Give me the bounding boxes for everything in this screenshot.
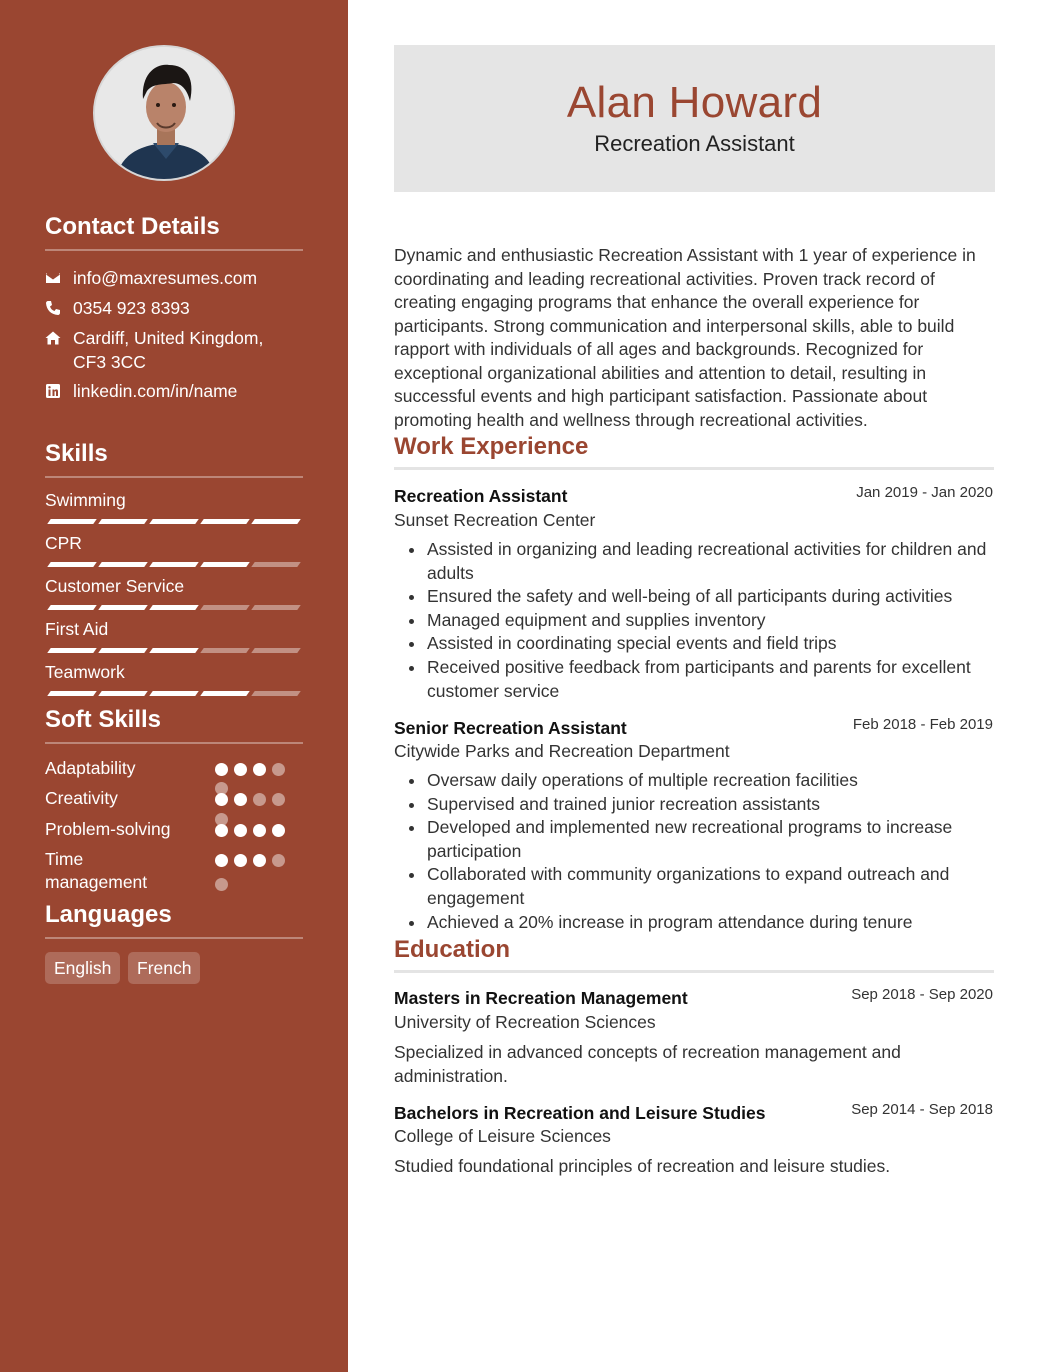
skill-name: CPR	[45, 533, 82, 553]
soft-skill-name: Creativity	[45, 788, 118, 808]
job-title: Recreation Assistant	[394, 486, 568, 506]
rating-dot	[215, 782, 228, 795]
bullet-item: Managed equipment and supplies inventory	[394, 609, 994, 633]
skill-level-segment	[251, 691, 301, 696]
rating-dot	[272, 763, 285, 776]
skill-level-segment	[47, 519, 97, 524]
bullet-item: Oversaw daily operations of multiple recreation facilities	[394, 769, 994, 793]
rating-dot	[253, 854, 266, 867]
skill-level-segment	[47, 648, 97, 653]
skill-name: Swimming	[45, 490, 126, 510]
rating-dot	[234, 763, 247, 776]
address-line2: CF3 3CC	[73, 352, 146, 372]
languages-section	[45, 901, 303, 1002]
soft-skill-rating	[215, 793, 285, 806]
education-title: Education	[394, 936, 994, 973]
contact-email[interactable]	[45, 266, 257, 290]
bullet-item: Received positive feedback from participants and parents for excellent customer service	[394, 656, 994, 703]
job-dates: Feb 2018 - Feb 2019	[852, 716, 993, 733]
job-title: Senior Recreation Assistant	[394, 718, 627, 738]
person-photo-icon	[95, 47, 235, 181]
skill-level-segment	[149, 648, 199, 653]
language-tag-english: English	[45, 952, 120, 984]
skill-level-segment	[200, 519, 250, 524]
skill-level-segment	[200, 562, 250, 567]
languages-title: Languages	[45, 901, 303, 939]
skill-level-segment	[47, 605, 97, 610]
rating-dot	[215, 854, 228, 867]
skill-level-segment	[149, 519, 199, 524]
skill-name: Customer Service	[45, 576, 185, 596]
soft-skill-rating	[215, 854, 285, 867]
skill-level-segment	[98, 605, 148, 610]
job-bullets	[394, 538, 994, 703]
rating-dot	[272, 793, 285, 806]
email-text: info@maxresumes.com	[73, 268, 258, 288]
skill-level-segment	[47, 562, 97, 567]
rating-dot	[272, 854, 285, 867]
skill-level-segment	[251, 562, 301, 567]
rating-dot	[253, 793, 266, 806]
bullet-item: Developed and implemented new recreational programs to increase participation	[394, 816, 994, 863]
skill-level-bar	[49, 648, 299, 653]
skill-level-segment	[98, 519, 148, 524]
rating-dot	[272, 824, 285, 837]
soft-skill-name: Time management	[45, 849, 148, 892]
skill-level-segment	[200, 648, 250, 653]
bullet-item: Assisted in coordinating special events and field trips	[394, 632, 994, 656]
contact-linkedin[interactable]	[45, 379, 237, 403]
bullet-item: Supervised and trained junior recreation assistants	[394, 793, 994, 817]
contact-address	[45, 326, 263, 374]
phone-icon	[45, 296, 73, 320]
rating-dot	[215, 878, 228, 891]
rating-dot	[234, 824, 247, 837]
contact-phone[interactable]	[45, 296, 190, 320]
bullet-item: Ensured the safety and well-being of all participants during activities	[394, 585, 994, 609]
school-name: College of Leisure Sciences	[394, 1126, 611, 1146]
soft-skills-title: Soft Skills	[45, 706, 303, 744]
avatar	[93, 45, 235, 181]
linkedin-icon	[45, 379, 73, 403]
home-icon	[45, 326, 73, 350]
soft-skill-name: Problem-solving	[45, 819, 171, 839]
skill-level-segment	[251, 605, 301, 610]
candidate-role: Recreation Assistant	[594, 131, 795, 156]
header	[394, 45, 995, 192]
sidebar	[0, 0, 348, 1372]
skill-level-segment	[251, 648, 301, 653]
rating-dot	[234, 793, 247, 806]
degree-description: Studied foundational principles of recreation and leisure studies.	[394, 1156, 891, 1176]
skill-level-bar	[49, 605, 299, 610]
phone-text: 0354 923 8393	[73, 298, 190, 318]
skill-level-segment	[98, 648, 148, 653]
work-experience-title: Work Experience	[394, 433, 994, 470]
rating-dot	[234, 854, 247, 867]
soft-skills-section	[45, 706, 303, 894]
soft-skill-rating	[215, 824, 285, 837]
rating-dot	[253, 763, 266, 776]
job-org: Sunset Recreation Center	[394, 510, 596, 530]
degree-title: Bachelors in Recreation and Leisure Studies	[394, 1103, 766, 1123]
degree-title: Masters in Recreation Management	[394, 988, 688, 1008]
rating-dot	[253, 824, 266, 837]
candidate-name: Alan Howard	[566, 78, 823, 127]
skill-level-segment	[149, 605, 199, 610]
skills-title: Skills	[45, 440, 303, 478]
skill-level-bar	[49, 519, 299, 524]
rating-dot	[215, 763, 228, 776]
soft-skill-name: Adaptability	[45, 758, 136, 778]
job-dates: Jan 2019 - Jan 2020	[856, 484, 993, 501]
job-bullets	[394, 769, 994, 934]
skill-name: First Aid	[45, 619, 109, 639]
soft-skill-rating	[215, 763, 285, 776]
skill-name: Teamwork	[45, 662, 125, 682]
skill-level-segment	[149, 691, 199, 696]
bullet-item: Collaborated with community organizations to expand outreach and engagement	[394, 863, 994, 910]
degree-dates: Sep 2018 - Sep 2020	[851, 986, 993, 1003]
contact-title: Contact Details	[45, 213, 303, 251]
school-name: University of Recreation Sciences	[394, 1012, 656, 1032]
skill-level-bar	[49, 562, 299, 567]
bullet-item: Assisted in organizing and leading recreational activities for children and adults	[394, 538, 994, 585]
degree-dates: Sep 2014 - Sep 2018	[851, 1101, 993, 1118]
skill-level-segment	[149, 562, 199, 567]
skills-section	[45, 440, 303, 708]
skill-level-segment	[98, 691, 148, 696]
skill-level-segment	[200, 691, 250, 696]
address-line1: Cardiff, United Kingdom,	[73, 328, 264, 348]
skill-level-segment	[47, 691, 97, 696]
degree-description: Specialized in advanced concepts of recreation management and administration.	[394, 1042, 901, 1086]
contact-section	[45, 213, 303, 421]
rating-dot	[215, 813, 228, 826]
skill-level-segment	[200, 605, 250, 610]
envelope-icon	[45, 266, 73, 290]
linkedin-text: linkedin.com/in/name	[73, 381, 238, 401]
job-org: Citywide Parks and Recreation Department	[394, 741, 730, 761]
bullet-item: Achieved a 20% increase in program attendance during tenure	[394, 911, 994, 935]
summary: Dynamic and enthusiastic Recreation Assistant with 1 year of experience in coordinating and leading recreational activities. Proven track record of creating engaging programs that enhance the overall experience for participants. Strong communication and interpersonal skills, able to build rapport with individuals of all ages and backgrounds. Recognized for exceptional organizational abilities and attention to detail, resulting in successful events and high participant satisfaction. Passionate about promoting health and wellness through recreational activities.	[394, 245, 976, 430]
skill-level-bar	[49, 691, 299, 696]
skill-level-segment	[98, 562, 148, 567]
skill-level-segment	[251, 519, 301, 524]
language-tag-french: French	[128, 952, 200, 984]
